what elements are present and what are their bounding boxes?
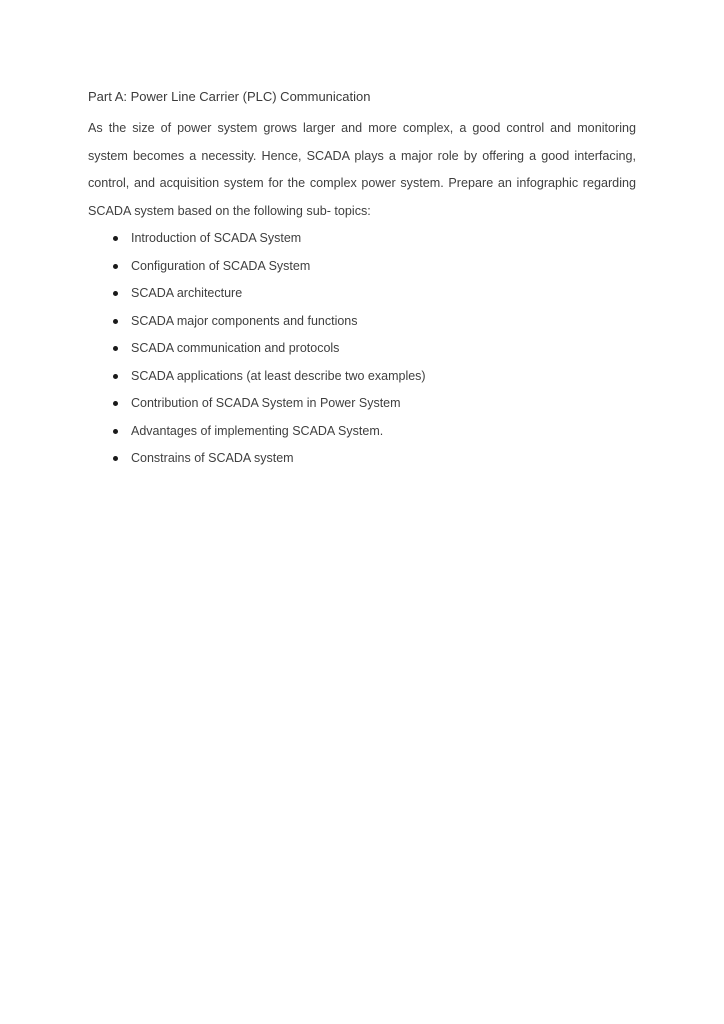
list-item-text: Configuration of SCADA System <box>131 258 311 273</box>
bullet-icon <box>113 456 118 461</box>
list-item <box>88 363 636 391</box>
list-item-text: SCADA architecture <box>131 286 243 300</box>
list-item <box>88 390 636 418</box>
document-body <box>88 88 636 473</box>
list-item-text: Introduction of SCADA System <box>131 231 302 245</box>
bullet-icon <box>113 236 118 241</box>
list-item <box>88 280 636 308</box>
list-item <box>88 308 636 336</box>
bullet-icon <box>113 429 118 434</box>
list-item-text: Contribution of SCADA System in Power System <box>131 396 401 410</box>
list-item-text: SCADA communication and protocols <box>131 341 340 355</box>
bullet-icon <box>113 401 118 406</box>
bullet-icon <box>113 319 118 324</box>
section-heading: Part A: Power Line Carrier (PLC) Communication <box>88 89 371 104</box>
list-item <box>88 335 636 363</box>
list-item <box>88 445 636 473</box>
instruction-paragraph: As the size of power system grows larger and more complex, a good control and monitoring system becomes a necessity. Hence, SCADA plays a major role by offering a good interfacing, control, and acquisition system for the complex power system. Prepare an infographic regarding SCADA system based on the following sub- topics: <box>88 121 636 218</box>
bullet-icon <box>113 346 118 351</box>
bullet-icon <box>113 291 118 296</box>
list-item-text: SCADA applications (at least describe two examples) <box>131 368 426 383</box>
list-item-text: Constrains of SCADA system <box>131 451 294 465</box>
list-item <box>88 253 636 281</box>
bullet-icon <box>113 264 118 269</box>
list-item <box>88 225 636 253</box>
list-item-text: SCADA major components and functions <box>131 313 358 328</box>
list-item-text: Advantages of implementing SCADA System. <box>131 423 384 438</box>
bullet-icon <box>113 374 118 379</box>
list-item <box>88 418 636 446</box>
subtopic-list <box>88 225 636 473</box>
